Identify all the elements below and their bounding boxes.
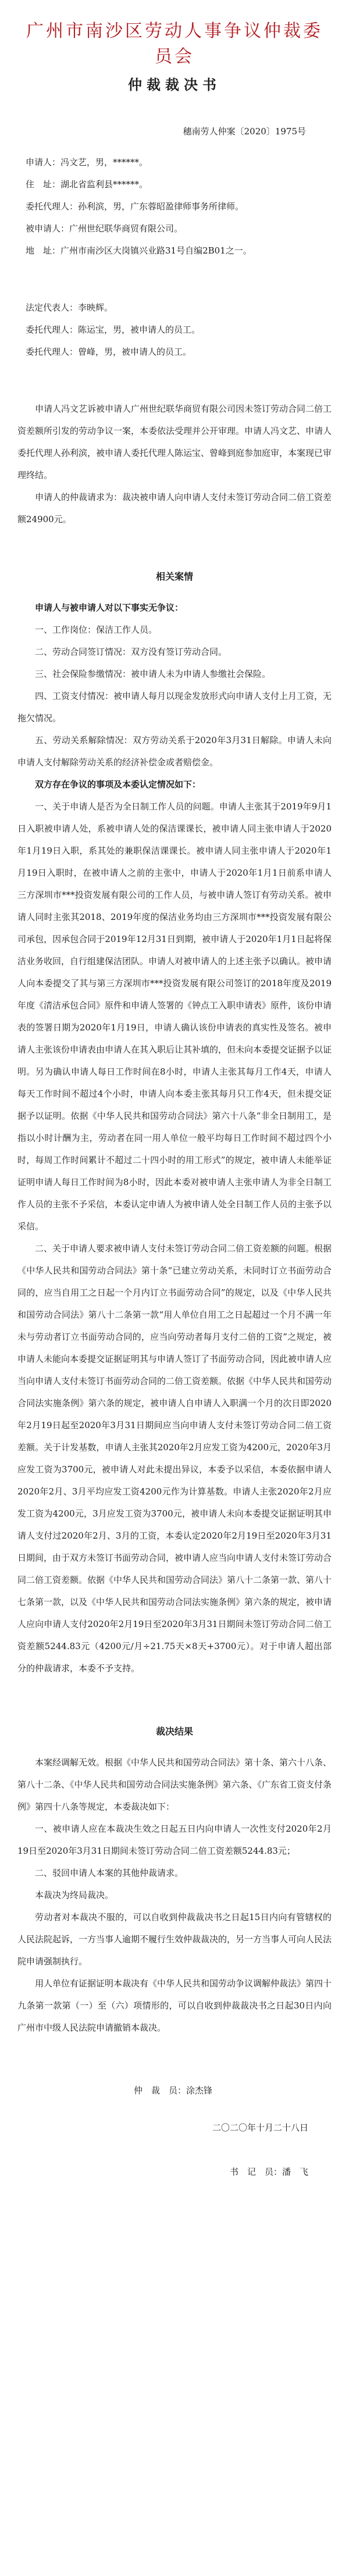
party-respondent-agent-1: 委托代理人：陈运宝，男，被申请人的员工。: [26, 324, 201, 335]
party-applicant-address: 住 址：湖北省监利县******。: [26, 179, 148, 190]
facts-undisputed-heading: 申请人与被申请人对以下事实无争议：: [35, 602, 184, 613]
issuing-organization: 广州市南沙区劳动人事争议仲裁委员会: [26, 21, 323, 67]
result-heading: 裁决结果: [155, 1726, 193, 1737]
closing-paragraph: 劳动者对本裁决不服的，可以自收到仲裁裁决书之日起15日内向有管辖权的人民法院起诉，一方当事人逾期不履行生效仲裁裁决的，另一方当事人可向人民法院申请强制执行。: [17, 1912, 332, 1967]
facts-heading: 相关案情: [155, 571, 193, 582]
party-list: [17, 151, 332, 363]
fact-item: 五、劳动关系解除情况：双方劳动关系于2020年3月31日解除。申请人未向申请人支付解除劳动关系的经济补偿金或者赔偿金。: [17, 735, 332, 768]
fact-item: 四、工资支付情况：被申请人每月以现金发放形式向申请人支付上月工资，无拖欠情况。: [17, 691, 332, 723]
result-item: 一、被申请人应在本裁决生效之日起五日内向申请人一次性支付2020年2月19日至2020年3月31日期间未签订劳动合同二倍工资差额5244.83元；: [17, 1824, 332, 1856]
party-legal-representative: 法定代表人：李映辉。: [26, 302, 113, 313]
disputed-item: 二、关于申请人要求被申请人支付未签订劳动合同二倍工资差额的问题。根据《中华人民共和国劳动合同法》第十条“已建立劳动关系，未同时订立书面劳动合同的，应当自用工之日起一个月内订立书面劳动合同”的规定，以及《中华人民共和国劳动合同法》第八十二条第一款“用人单位自用工之日起超过一个月不满一年未与劳动者订立书面劳动合同的，应当向劳动者每月支付二倍的工资”之规定，被申请人未能向本委提交证据证明其与申请人签订了书面劳动合同，因此被申请人应当向申请人支付未签订书面劳动合同的二倍工资差额。依据《中华人民共和国劳动合同法实施条例》第六条的规定，被申请人自申请人入职满一个月的次日即2020年2月19日起至2020年3月31日期间应当向申请人支付未签订劳动合同二倍工资差额。关于计发基数，申请人主张其2020年2月应发工资为4200元，2020年3月应发工资为3700元，被申请人对此未提出异议，本委予以采信，本委依据申请人2020年2月、3月平均应发工资4200元作为计算基数。申请人主张2020年2月应发工资为4200元，3月应发工资为3700元，被申请人未向本委提交证据证明其申请人支付过2020年2月、3月的工资，本委认定2020年2月19日至2020年3月31日期间，由于双方未签订书面劳动合同，被申请人应当向申请人支付未签订劳动合同二倍工资差额。依据《中华人民共和国劳动合同法》第八十二条第一款、第八十七条第一款，以及《中华人民共和国劳动合同法实施条例》第六条的规定，被申请人应向申请人支付2020年2月19日至2020年3月31日期间未签订劳动合同二倍工资差额5244.83元（4200元/月÷21.75天×8天+3700元）。对于申请人超出部分的仲裁请求，本委不予支持。: [17, 1243, 332, 1674]
fact-item: 二、劳动合同签订情况：双方没有签订劳动合同。: [35, 647, 227, 657]
fact-item: 三、社会保险参缴情况：被申请人未为申请人参缴社会保险。: [35, 669, 271, 679]
closing-paragraph: 本裁决为终局裁决。: [35, 1890, 114, 1900]
claim-paragraph: 申请人的仲裁请求为：裁决被申请人向申请人支付未签订劳动合同二倍工资差额24900元。: [17, 492, 332, 525]
party-applicant: 申请人：冯文艺，男，******。: [26, 157, 148, 167]
result-lead: 本案经调解无效。根据《中华人民共和国劳动合同法》第十条、第六十八条、第八十二条、《中华人民共和国劳动合同法实施条例》第六条、《广东省工资支付条例》第四十八条等规定，本委裁决如下：: [17, 1757, 332, 1812]
party-applicant-agent: 委托代理人：孙利滨，男，广东蓉昭盈律师事务所律师。: [26, 201, 244, 212]
party-respondent-agent-2: 委托代理人：曾峰，男，被申请人的员工。: [26, 347, 192, 357]
result-item: 二、驳回申请人本案的其他仲裁请求。: [35, 1868, 184, 1878]
disputed-item: 一、关于申请人是否为全日制工作人员的问题。申请人主张其于2019年9月1日入职被申请人处，系被申请人处的保洁课课长，被申请人同主张申请人于2020年1月19日入职，系其处的兼职保洁课课长。被申请人同主张申请人于2020年1月19日入职时，在被申请人之前的主张中，申请人于2020年1月1日前系申请人三方深圳市***投资发展有限公司的工作人员，与被申请人签订有劳动关系。被申请人同时主张其2018、2019年度的保洁业务均由三方深圳市***投资发展有限公司承包，因承包合同于2019年12月31日到期，被申请人于2020年1月1日起将保洁业务收回，自行组建保洁团队。申请人对被申请人的上述主张予以确认。被申请人向本委提交了其与第三方深圳市***投资发展有限公司签订的2018年度及2019年度《清洁承包合同》原件和申请人签署的《钟点工入职申请表》原件，该份申请表的签署日期为2020年1月19日，申请人确认该份申请表的真实性及签名。被申请人主张该份申请表由申请人在其入职后让其补填的，但未向本委提交证据予以证明。另为确认申请人每日工作时间在8小时，申请人主张其每月工作4天，申请人每天工作时间不超过4个小时，申请人向本委主张其每月只工作4天，但未提交证据予以证明。依据《中华人民共和国劳动合同法》第六十八条“非全日制用工，是指以小时计酬为主，劳动者在同一用人单位一般平均每日工作时间不超过四个小时，每周工作时间累计不超过二十四小时的用工形式”的规定，被申请人未能举证证明申请人每日工作时间为8小时，因此本委对被申请人主张申请人为非全日制工作人员的主张不予采信，本委认定申请人为被申请人处全日制工作人员的主张予以采信。: [17, 801, 332, 1232]
signature-block: [17, 2079, 332, 2183]
section-spacer: [17, 363, 332, 398]
document-title: 仲裁裁决书: [128, 76, 221, 93]
disputed-heading: 双方存在争议的事项及本委认定情况如下：: [35, 779, 201, 790]
party-respondent-address: 地 址：广州市南沙区大岗镇兴业路31号自编2B01之一。: [26, 245, 252, 256]
fact-item: 一、工作岗位：保洁工作人员。: [35, 625, 158, 635]
case-number: 穗南劳人仲案〔2020〕1975号: [183, 126, 306, 137]
party-respondent: 被申请人：广州世纪联华商贸有限公司。: [26, 223, 183, 234]
party-spacer: [26, 262, 326, 297]
closing-paragraph: 用人单位有证据证明本裁决有《中华人民共和国劳动争议调解仲裁法》第四十九条第一款第（一）至（六）项情形的，可以自收到仲裁裁决书之日起30日内向广州市中级人民法院申请撤销本裁决。: [17, 1978, 332, 2033]
arbitrator-signature: 仲 裁 员：涂杰锋: [134, 2085, 213, 2096]
clerk-signature: 书 记 员：潘 飞: [229, 2167, 308, 2177]
decision-date: 二〇二〇年十月二十八日: [212, 2122, 308, 2133]
intro-paragraph: 申请人冯文艺诉被申请人广州世纪联华商贸有限公司因未签订劳动合同二倍工资差额所引发的劳动争议一案，本委依法受理并公开审理。申请人冯文艺、申请人委托代理人孙利滨，被申请人委托代理人陈运宝、曾峰到庭参加庭审，本案现已审理终结。: [17, 404, 332, 480]
